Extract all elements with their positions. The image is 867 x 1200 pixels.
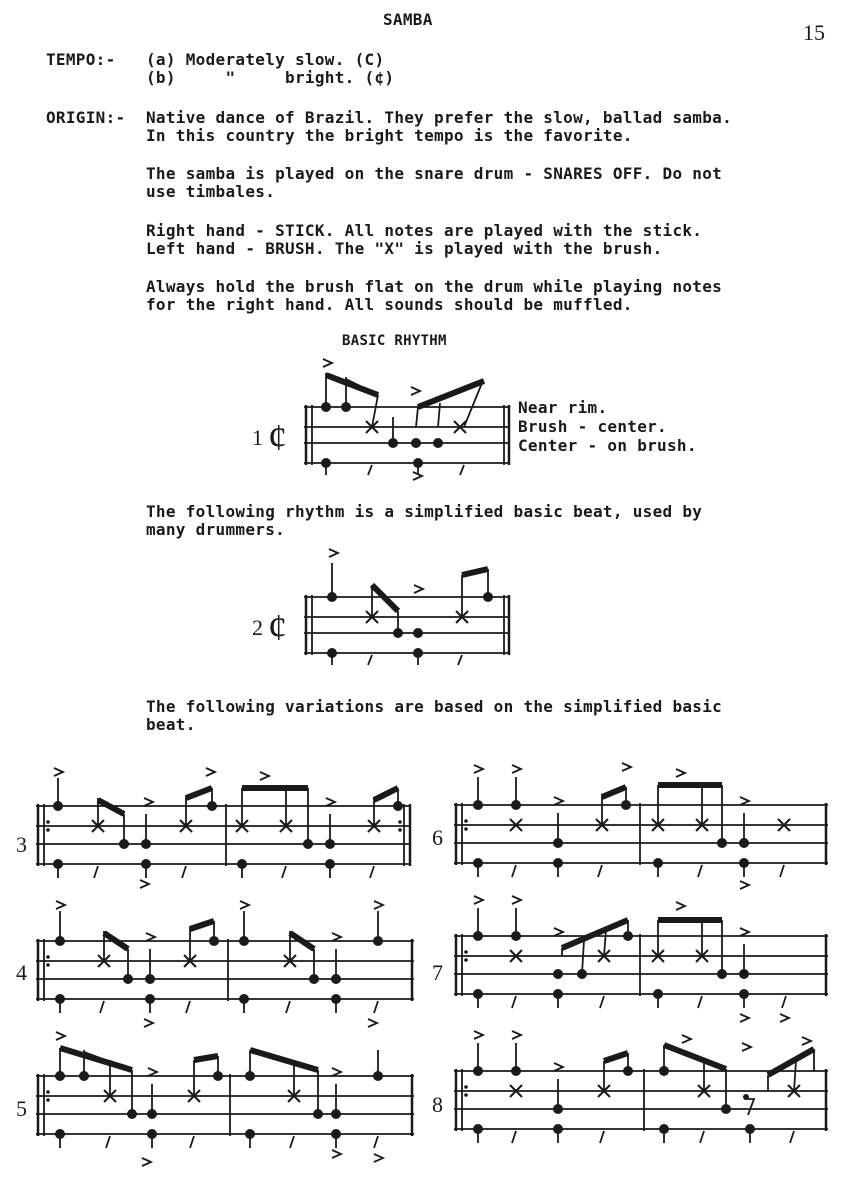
- example-number-1: 1: [252, 425, 263, 450]
- example-number-8: 8: [432, 1092, 443, 1117]
- staff-example-4: [36, 905, 416, 1035]
- example-number-3: 3: [16, 832, 27, 857]
- cut-time-sign: ¢: [268, 607, 287, 649]
- staff-example-8: [454, 1035, 834, 1175]
- origin-p1-l1: Native dance of Brazil. They prefer the slow, ballad samba.: [146, 108, 733, 127]
- page-number: 15: [803, 20, 825, 45]
- example-number-7: 7: [432, 960, 443, 985]
- legend-near-rim: Near rim.: [518, 398, 608, 417]
- example-number-2: 2: [252, 615, 263, 640]
- staff-example-2: [268, 555, 518, 675]
- page-title: SAMBA: [383, 10, 433, 29]
- origin-p2-l2: use timbales.: [146, 182, 276, 201]
- legend-center-on-brush: Center - on brush.: [518, 436, 697, 455]
- legend-brush-center: Brush - center.: [518, 417, 667, 436]
- origin-label: ORIGIN:-: [46, 108, 126, 127]
- origin-p3-l1: Right hand - STICK. All notes are played with the stick.: [146, 221, 703, 240]
- variations-text-l2: beat.: [146, 715, 196, 734]
- origin-p2-l1: The samba is played on the snare drum - SNARES OFF. Do not: [146, 164, 723, 183]
- example-number-6: 6: [432, 825, 443, 850]
- staff-example-7: [454, 900, 834, 1030]
- tempo-label: TEMPO:-: [46, 50, 116, 69]
- basic-rhythm-heading: BASIC RHYTHM: [342, 333, 447, 349]
- origin-p1-l2: In this country the bright tempo is the favorite.: [146, 126, 633, 145]
- origin-p4-l2: for the right hand. All sounds should be muffled.: [146, 295, 633, 314]
- example-number-5: 5: [16, 1096, 27, 1121]
- staff-example-5: [36, 1040, 416, 1180]
- staff-example-6: [454, 765, 834, 895]
- variations-text-l1: The following variations are based on the simplified basic: [146, 697, 723, 716]
- cut-time-sign: ¢: [268, 417, 287, 459]
- origin-p4-l1: Always hold the brush flat on the drum while playing notes: [146, 277, 723, 296]
- simplified-text-l2: many drummers.: [146, 520, 286, 539]
- simplified-text-l1: The following rhythm is a simplified basic beat, used by: [146, 502, 703, 521]
- origin-p3-l2: Left hand - BRUSH. The "X" is played with the brush.: [146, 239, 663, 258]
- tempo-line-a: (a) Moderately slow. (C): [146, 50, 385, 69]
- tempo-line-b: (b) " bright. (¢): [146, 68, 395, 87]
- staff-example-1: [268, 355, 518, 495]
- staff-example-3: [36, 770, 416, 900]
- example-number-4: 4: [16, 960, 27, 985]
